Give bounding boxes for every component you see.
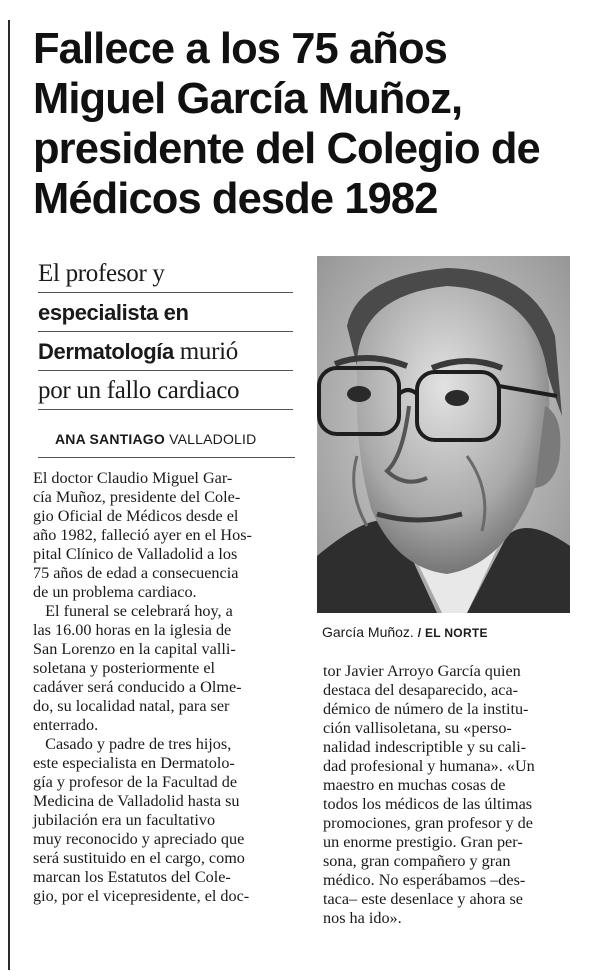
body-line: este especialista en Dermatolo- xyxy=(33,754,235,772)
body-line: nalidad indescriptible y su cali- xyxy=(323,738,527,756)
body-line: todos los médicos de las últimas xyxy=(323,795,533,813)
body-line: de un problema cardiaco. xyxy=(33,583,197,601)
body-line: pital Clínico de Valladolid a los xyxy=(33,545,238,563)
subheadline xyxy=(38,254,293,410)
caption-name: García Muñoz. xyxy=(322,624,414,640)
headline-line: Miguel García Muñoz, xyxy=(33,75,463,123)
body-line: Medicina de Valladolid hasta su xyxy=(33,792,240,810)
body-line: gio, por el vicepresidente, el doc- xyxy=(33,887,250,905)
body-line: ción vallisoletana, su «perso- xyxy=(323,719,512,737)
article-body-right xyxy=(323,662,583,928)
subhead-text-bold: especialista en xyxy=(38,300,189,325)
left-column-rule xyxy=(8,20,10,970)
body-line: gía y profesor de la Facultad de xyxy=(33,773,238,791)
body-line: 75 años de edad a consecuencia xyxy=(33,564,239,582)
body-line: sona, gran compañero y gran xyxy=(323,852,511,870)
body-line: será sustituido en el cargo, como xyxy=(33,849,245,867)
subhead-line xyxy=(38,332,293,371)
body-line: muy reconocido y apreciado que xyxy=(33,830,245,848)
portrait-photo xyxy=(317,256,570,613)
body-line: taca– este desenlace y ahora se xyxy=(323,890,523,908)
body-line: enterrado. xyxy=(33,716,99,734)
body-line: marcan los Estatutos del Cole- xyxy=(33,868,231,886)
subhead-text: El profesor y xyxy=(38,260,165,287)
caption-source: / EL NORTE xyxy=(417,626,488,640)
body-line: año 1982, falleció ayer en el Hos- xyxy=(33,526,252,544)
article-body-left xyxy=(33,469,303,906)
body-line: tor Javier Arroyo García quien xyxy=(323,662,521,680)
subhead-text-bold: Dermatología xyxy=(38,339,174,364)
body-line: nos ha ido». xyxy=(323,909,402,927)
body-line: soletana y posteriormente el xyxy=(33,659,216,677)
body-line: dad profesional y humana». «Un xyxy=(323,757,535,775)
body-line: Casado y padre de tres hijos, xyxy=(33,735,232,753)
headline-line: Fallece a los 75 años xyxy=(33,25,447,73)
headline-line: presidente del Colegio de xyxy=(33,125,540,173)
byline-divider xyxy=(38,457,295,458)
body-line: El funeral se celebrará hoy, a xyxy=(33,602,233,620)
subhead-line xyxy=(38,254,293,293)
subhead-line xyxy=(38,371,293,410)
body-line: las 16.00 horas en la iglesia de xyxy=(33,621,232,639)
body-line: destaca del desaparecido, aca- xyxy=(323,681,519,699)
body-line: cadáver será conducido a Olme- xyxy=(33,678,242,696)
body-line: jubilación era un facultativo xyxy=(33,811,216,829)
byline xyxy=(55,431,295,447)
body-line: démico de número de la institu- xyxy=(323,700,529,718)
headline xyxy=(33,24,593,224)
subhead-line xyxy=(38,293,293,332)
body-line: cía Muñoz, presidente del Cole- xyxy=(33,488,241,506)
headline-line: Médicos desde 1982 xyxy=(33,175,438,223)
subhead-text: murió xyxy=(173,338,238,365)
body-line: promociones, gran profesor y de xyxy=(323,814,533,832)
body-line: médico. No esperábamos –des- xyxy=(323,871,526,889)
body-line: El doctor Claudio Miguel Gar- xyxy=(33,469,233,487)
body-line: San Lorenzo en la capital valli- xyxy=(33,640,236,658)
byline-author: ANA SANTIAGO xyxy=(55,431,165,447)
portrait-illustration xyxy=(317,256,570,613)
body-line: maestro en muchas cosas de xyxy=(323,776,506,794)
body-line: gio Oficial de Médicos desde el xyxy=(33,507,239,525)
byline-place: VALLADOLID xyxy=(169,431,257,447)
body-line: do, su localidad natal, para ser xyxy=(33,697,230,715)
subhead-text: por un fallo cardiaco xyxy=(38,377,240,404)
photo-caption xyxy=(322,624,582,640)
body-line: un enorme prestigio. Gran per- xyxy=(323,833,523,851)
